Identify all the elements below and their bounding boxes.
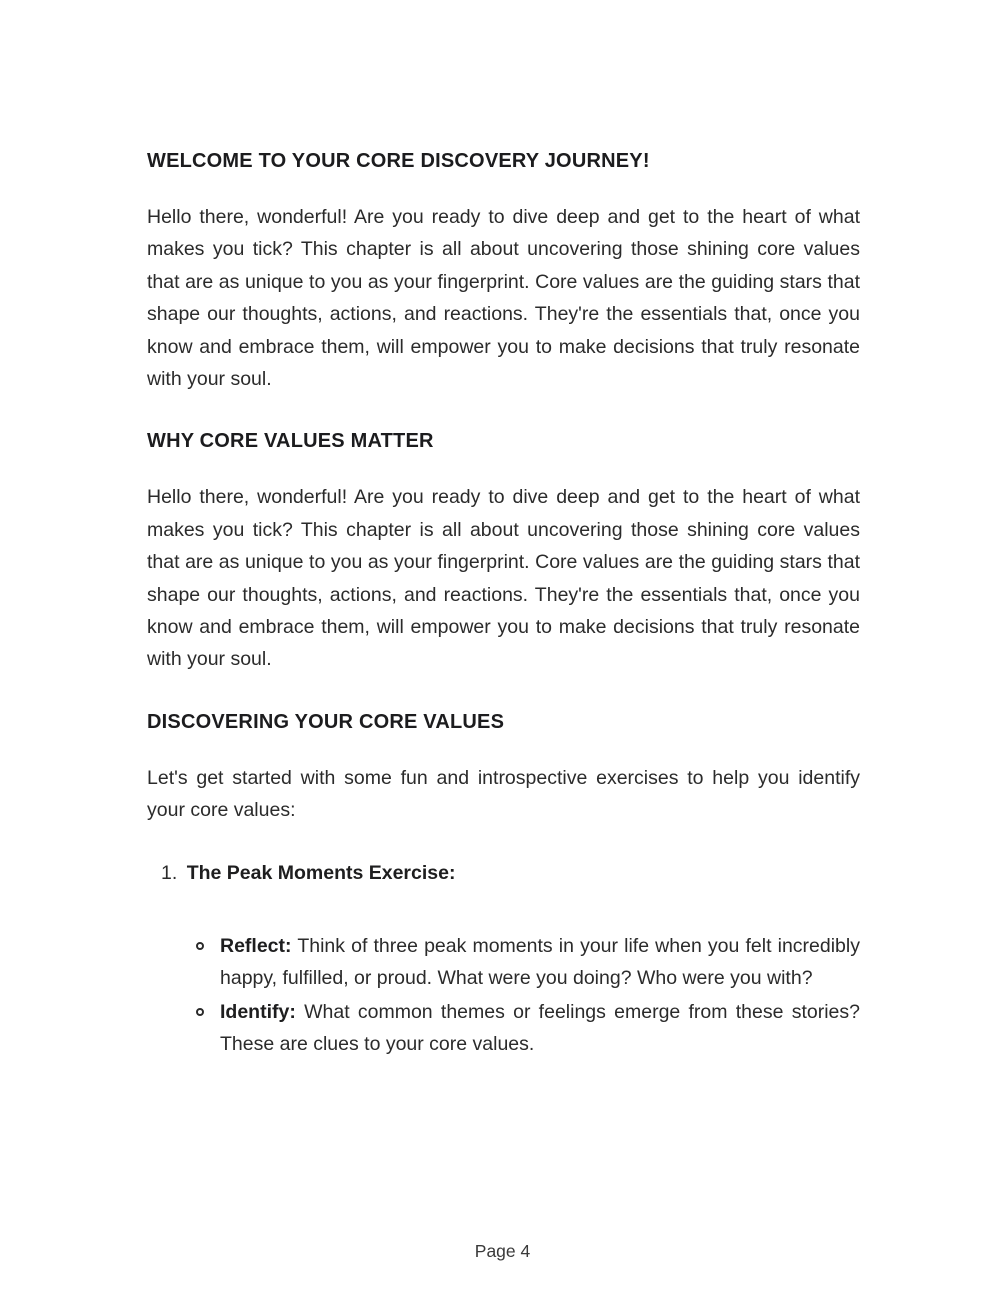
section-heading-welcome: WELCOME TO YOUR CORE DISCOVERY JOURNEY!	[147, 150, 650, 172]
section-welcome	[147, 148, 860, 395]
circle-bullet-icon	[196, 1008, 204, 1016]
bullet-body-reflect: Think of three peak moments in your life when you felt incredibly happy, fulfilled, or proud. What were you doing? Who were you with?	[220, 934, 860, 990]
bullet-label-identify: Identify:	[220, 1000, 296, 1023]
section-why-core-values	[147, 428, 860, 675]
exercise-number: 1.	[161, 861, 178, 884]
bullet-marker	[147, 996, 220, 1016]
bullet-text-identify	[220, 996, 860, 1061]
bullet-item-identify	[147, 996, 860, 1061]
page-content	[147, 148, 860, 1061]
page-number-footer: Page 4	[474, 1241, 531, 1261]
exercise-item-peak-moments	[147, 860, 860, 886]
paragraph-why-core-values: Hello there, wonderful! Are you ready to dive deep and get to the heart of what makes you tick? This chapter is all about uncovering those shining core values that are as unique to you as your fingerprint. Core values are the guiding stars that shape our thoughts, actions, and reactions. They're the essentials that, once you know and embrace them, will empower you to make decisions that truly resonate with your soul.	[147, 486, 860, 671]
bullet-label-reflect: Reflect:	[220, 934, 292, 957]
exercise-title: The Peak Moments Exercise:	[186, 861, 456, 884]
bullet-item-reflect	[147, 930, 860, 995]
bullet-marker	[147, 930, 220, 950]
section-discovering	[147, 709, 860, 827]
circle-bullet-icon	[196, 942, 204, 950]
section-heading-why-core-values: WHY CORE VALUES MATTER	[147, 430, 434, 453]
exercise-bullet-list	[147, 930, 860, 1061]
section-heading-discovering: DISCOVERING YOUR CORE VALUES	[147, 710, 505, 733]
bullet-text-reflect	[220, 930, 860, 995]
exercise-list	[147, 860, 860, 1061]
bullet-body-identify: What common themes or feelings emerge from these stories? These are clues to your core values.	[220, 1000, 860, 1055]
paragraph-discovering: Let's get started with some fun and introspective exercises to help you identify your core values:	[147, 766, 860, 822]
paragraph-welcome: Hello there, wonderful! Are you ready to dive deep and get to the heart of what makes you tick? This chapter is all about uncovering those shining core values that are as unique to you as your fingerprint. Core values are the guiding stars that shape our thoughts, actions, and reactions. They're the essentials that, once you know and embrace them, will empower you to make decisions that truly resonate with your soul.	[147, 206, 860, 391]
